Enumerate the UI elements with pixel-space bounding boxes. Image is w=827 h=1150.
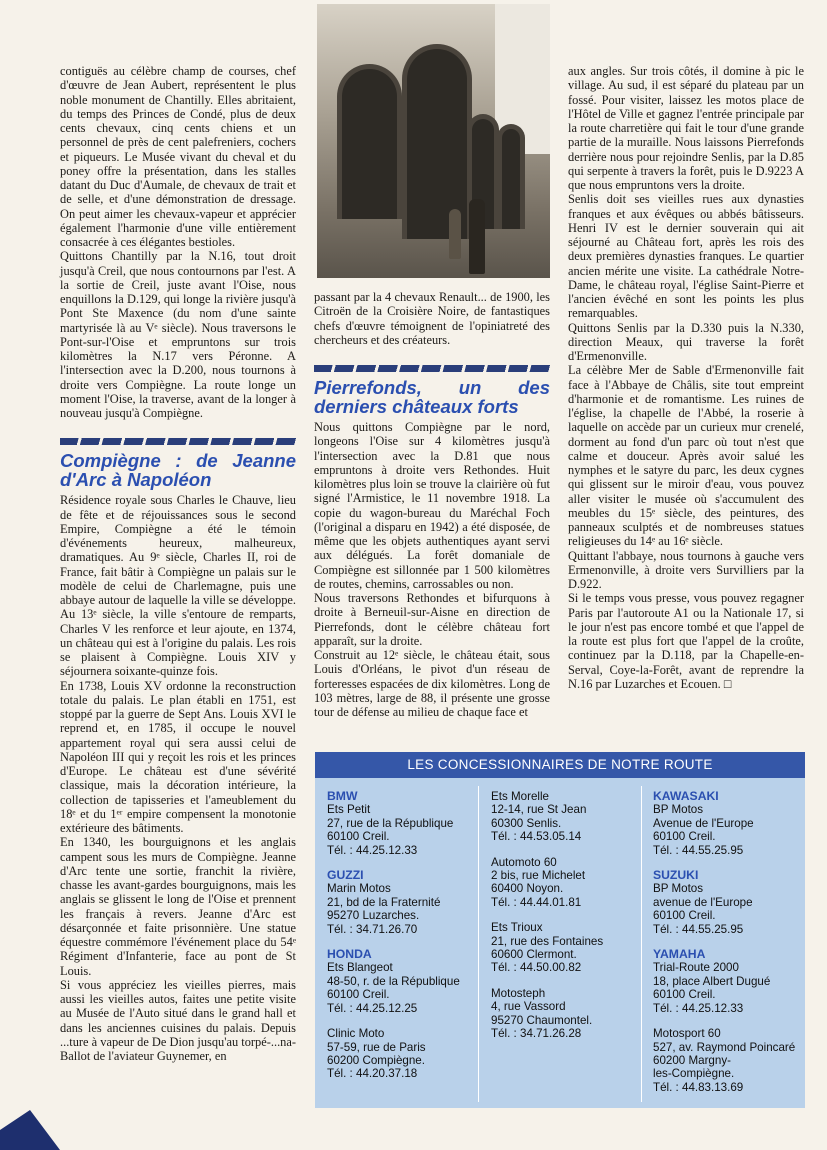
dealer-line: 18, place Albert Dugué <box>653 974 771 988</box>
end-mark: □ <box>723 676 732 691</box>
paragraph: Quittons Senlis par la D.330 puis la N.330, direction Meaux, qui traverse la forêt d'Ermenonville. <box>568 320 804 363</box>
paragraph: Quittons Chantilly par la N.16, tout droit jusqu'à Creil, que nous contournons par l'est. A la sortie de Creil, juste avant l'Oise, nous enquillons la D.129, qui longe la rivière jusqu'à Pont Ste Maxence (du nom d'une sainte martyrisée là au Vᵉ siècle). Nous traversons le Pont-sur-l'Oise et empruntons sur trois kilomètres la N.17 vers Péronne. A l'intersection avec la D.200, nous tournons à droite vers Compiègne. La route longe un moment l'Oise, la traverse, avant de la longer à nouveau jusqu'à Compiègne. <box>60 249 296 420</box>
article-column-left <box>60 64 296 1063</box>
dealers-column <box>653 790 803 1106</box>
heading-decoration <box>314 365 550 372</box>
dealer-line: 60100 Creil. <box>327 988 390 1002</box>
paragraph: Senlis doit ses vieilles rues aux dynasties franques et aux évêques ou abbés bâtisseurs. Henri IV est le dernier souverain qui ait séjourné au Château fort, après les rois des deux premières dynasties franques. Le quartier ancien mérite une visite. La cathédrale Notre-Dame, le château royal, l'église Saint-Pierre et l'ancien évêché en sont les points les plus remarquables. <box>568 192 804 321</box>
dealer-line: 4, rue Vassord <box>491 1000 566 1014</box>
dealer-line: Ets Blangeot <box>327 961 393 975</box>
paragraph-text: Si le temps vous presse, vous pouvez regagner Paris par l'autoroute A1 ou la Nationale 17, si le jour n'est pas encore tombé et que l'appel de la route est plus fort que l'appel de la croûte, continuez par la D.118, par la Chapelle-en-Serval, Coye-la-Forêt, avant de reprendre la N.16 par Luzarches et Ecouen. <box>568 591 804 691</box>
dealer-line: Tél. : 44.50.00.82 <box>491 961 582 975</box>
paragraph: Construit au 12ᵉ siècle, le château était, sous Louis d'Orléans, le pivot d'un réseau de forteresses espacées de dix kilomètres. Long de 103 mètres, large de 88, il présente une grosse tour de défense au milieu de chaque face et <box>314 648 550 719</box>
dealer-line: Tél. : 44.25.12.33 <box>327 843 418 857</box>
dealer-line: 60400 Noyon. <box>491 882 564 896</box>
dealer-line: 95270 Luzarches. <box>327 909 420 923</box>
dealer-line: les-Compiègne. <box>653 1067 735 1081</box>
dealer-line: 60100 Creil. <box>653 988 716 1002</box>
dealer-line: 57-59, rue de Paris <box>327 1040 426 1054</box>
photo-arch <box>402 44 472 239</box>
dealer-line: Marin Motos <box>327 882 391 896</box>
paragraph: Quittant l'abbaye, nous tournons à gauche vers Ermenonville, à droite vers Survilliers par la D.922. <box>568 548 804 591</box>
dealer-line: Motosport 60 <box>653 1027 721 1041</box>
dealer-brand: GUZZI <box>327 868 364 883</box>
dealer-line: Ets Morelle <box>491 790 549 803</box>
dealer-brand: KAWASAKI <box>653 789 719 803</box>
dealer-line: Tél. : 44.55.25.95 <box>653 843 744 857</box>
dealer-line: BP Motos <box>653 882 704 896</box>
dealer-brand: YAMAHA <box>653 947 706 962</box>
dealer-entry <box>653 948 803 1015</box>
dealer-line: 21, rue des Fontaines <box>491 934 604 948</box>
photo-figure <box>469 199 485 274</box>
section-heading: Compiègne : de Jeanne d'Arc à Napoléon <box>60 450 296 491</box>
dealer-entry <box>327 948 477 1015</box>
castle-ruins-photo <box>317 4 550 278</box>
dealer-entry <box>327 790 477 857</box>
paragraph: Nous quittons Compiègne par le nord, longeons l'Oise sur 4 kilomètres jusqu'à l'intersection avec la D.81 que nous empruntons à droite vers Rethondes. Huit kilomètres plus loin se trouve la clairière où fut signé l'Armistice, le 11 novembre 1918. La copie du wagon-bureau du Maréchal Foch (l'original a disparu en 1942) a été disposée, de même que les objets authentiques ayant servi aux délégués. La forêt domaniale de Compiègne est sillonnée par 1 500 kilomètres de routes, chemins, carrossables ou non. <box>314 420 550 591</box>
paragraph: La célèbre Mer de Sable d'Ermenonville fait face à l'Abbaye de Châlis, site tout empreint d'harmonie et de romantisme. Les ruines de l'église, la chapelle de l'Abbé, la roserie à laquelle on accède par un curieux mur crenelé, dorment au fond d'un parc où tout n'est que calme et douceur. Après avoir salué les nymphes et le satyre du parc, les deux cygnes qui glissent sur le miroir d'eau, vous pouvez aller visiter le musée où s'accumulent des meubles du 15ᵉ siècle, des peintures, des panneaux sculptés et de nombreuses statues religieuses du 14ᵉ au 16ᵉ siècle. <box>568 363 804 549</box>
dealer-entry <box>653 1027 803 1094</box>
dealer-line: Tél. : 44.53.05.14 <box>491 830 582 844</box>
dealer-entry <box>653 869 803 936</box>
dealer-line: Clinic Moto <box>327 1027 385 1041</box>
dealer-line: avenue de l'Europe <box>653 895 753 909</box>
dealer-line: Avenue de l'Europe <box>653 816 754 830</box>
dealer-line: 60200 Margny- <box>653 1053 731 1067</box>
dealer-entry <box>653 790 803 857</box>
article-column-right <box>568 64 804 691</box>
dealer-brand: HONDA <box>327 947 372 962</box>
dealer-line: 60100 Creil. <box>327 830 390 844</box>
dealer-line: Trial-Route 2000 <box>653 961 739 975</box>
paragraph: Si vous appréciez les vieilles pierres, mais aussi les vieilles autos, faites une petite visite au Musée de l'Auto situé dans le grand hall et dans les anciennes cuisines du palais. Depuis ...ture à vapeur de De Dion jusqu'au torpé-...na-Ballot de l'aviateur Guynemer, en <box>60 977 296 1063</box>
dealers-column <box>327 790 477 1093</box>
dealer-line: 21, bd de la Fraternité <box>327 895 441 909</box>
photo-arch <box>497 124 525 229</box>
dealer-line: 60600 Clermont. <box>491 948 577 962</box>
article-column-middle <box>314 290 550 719</box>
photo-arch <box>337 64 402 219</box>
photo-figure <box>449 209 461 259</box>
section-heading: Pierrefonds, un des derniers châteaux forts <box>314 377 550 417</box>
dealer-entry <box>491 856 641 910</box>
paragraph: passant par la 4 chevaux Renault... de 1900, les Citroën de la Croisière Noire, de fantastiques chefs d'œuvre témoignent de l'opiniatreté des chercheurs et des créateurs. <box>314 290 550 347</box>
dealer-line: 527, av. Raymond Poincaré <box>653 1040 796 1054</box>
dealer-line: 60100 Creil. <box>653 909 716 923</box>
dealer-line: Tél. : 44.55.25.95 <box>653 922 744 936</box>
paragraph: Résidence royale sous Charles le Chauve, lieu de fête et de réjouissances sous le second Empire, Compiègne a été le témoin d'événements heureux, malheureux, dramatiques. Au 9ᵉ siècle, Charles II, roi de France, fait bâtir à Compiègne un palais sur le modèle de celui de Charlemagne, puis une abbaye autour de laquelle la ville se développe. Au 13ᵉ siècle, la ville s'entoure de remparts, Charles V les renforce et leur ajoute, en 1374, un château qui est à l'origine du palais. Les rois se plaisent à Compiègne. Louis XIV y séjournera soixante-quinze fois. <box>60 493 296 679</box>
dealers-box <box>315 752 805 1108</box>
dealer-entry <box>327 869 477 936</box>
dealer-line: 48-50, r. de la République <box>327 974 460 988</box>
heading-decoration <box>60 438 296 445</box>
paragraph <box>568 591 804 691</box>
dealer-line: Ets Petit <box>327 803 371 817</box>
divider <box>641 786 642 1102</box>
paragraph: En 1738, Louis XV ordonne la reconstruction totale du palais. Le plan établi en 1751, est stoppé par la guerre de Sept Ans. Louis XVI le reprend et, en 1785, il occupe le nouvel appartement royal qui sera aussi celui de Napoléon III qui y reçoit les rois et les princes d'Europe. Le château est d'une sévérité classique, mais la décoration intérieure, la collection de tapisseries et l'ameublement du 18ᵉ et du 1ᵉʳ empire compensent la monotonie extérieure des bâtiments. <box>60 678 296 835</box>
dealer-entry <box>491 790 641 844</box>
dealer-line: 95270 Chaumontel. <box>491 1013 593 1027</box>
dealer-line: Tél. : 34.71.26.28 <box>491 1027 582 1041</box>
dealer-line: 60200 Compiègne. <box>327 1053 425 1067</box>
dealer-line: 60300 Senlis. <box>491 816 562 830</box>
dealer-brand: SUZUKI <box>653 868 699 883</box>
divider <box>478 786 479 1102</box>
dealer-line: Tél. : 34.71.26.70 <box>327 922 418 936</box>
dealer-line: Tél. : 44.25.12.33 <box>653 1001 744 1015</box>
dealers-column <box>491 790 641 1053</box>
dealer-brand: BMW <box>327 789 358 803</box>
dealer-line: 2 bis, rue Michelet <box>491 869 586 883</box>
dealer-line: Tél. : 44.44.01.81 <box>491 895 582 909</box>
dealer-entry <box>327 1027 477 1081</box>
dealer-line: Motosteph <box>491 986 546 1000</box>
dealer-entry <box>491 921 641 975</box>
dealer-entry <box>491 987 641 1041</box>
dealer-line: Automoto 60 <box>491 855 557 869</box>
dealer-line: Tél. : 44.83.13.69 <box>653 1080 744 1094</box>
dealer-line: 60100 Creil. <box>653 830 716 844</box>
dealer-line: Tél. : 44.25.12.25 <box>327 1001 418 1015</box>
paragraph: Nous traversons Rethondes et bifurquons à droite à Berneuil-sur-Aisne en direction de Pierrefonds, dont le célèbre château fort apparaît, sur la droite. <box>314 591 550 648</box>
paragraph: En 1340, les bourguignons et les anglais campent sous les murs de Compiègne. Jeanne d'Arc tente une sortie, franchit la rivière, chasse les avant-gardes bourguignons, mais les anglais se glissent le long de l'Oise et prennent les français à revers. Jeanne d'Arc est désarçonnée et faite prisonnière. Une statue équestre commémore l'événement place du 54ᵉ Régiment d'Infanterie, face au pont de St Louis. <box>60 835 296 978</box>
paragraph: contiguës au célèbre champ de courses, chef d'œuvre de Jean Aubert, représentent le plus noble monument de Chantilly. Elles abritaient, du temps des Princes de Condé, plus de deux cents chevaux, cinq cents chiens et un personnel de près de cent palefreniers, cochers et piqueurs. Le Musée vivant du cheval et du poney offre la présentation, dans les stalles datant du Duc d'Aumale, de chevaux de trait et de selle, et d'une démonstration de dressage. On peut aimer les chevaux-vapeur et apprécier également l'harmonie d'une ville entièrement consacrée à ces élégantes bestioles. <box>60 64 296 249</box>
paragraph: aux angles. Sur trois côtés, il domine à pic le village. Au sud, il est séparé du plateau par un fossé. Pour visiter, laissez les motos place de l'Hôtel de Ville et gagnez l'entrée principale par la route charretière qui fait le tour d'une grande partie de la muraille. Nous laissons Pierrefonds derrière nous pour rejoindre Senlis, par la D.85 qui serpente à travers la forêt, puis le D.9223 A que nous empruntons vers la droite. <box>568 64 804 192</box>
dealer-line: Ets Trioux <box>491 921 543 935</box>
dealers-title: LES CONCESSIONNAIRES DE NOTRE ROUTE <box>315 752 805 778</box>
page-corner-decoration <box>0 1110 80 1150</box>
dealer-line: 27, rue de la République <box>327 816 454 830</box>
dealer-line: 12-14, rue St Jean <box>491 803 587 817</box>
dealer-line: Tél. : 44.20.37.18 <box>327 1067 418 1081</box>
dealer-line: BP Motos <box>653 803 704 817</box>
